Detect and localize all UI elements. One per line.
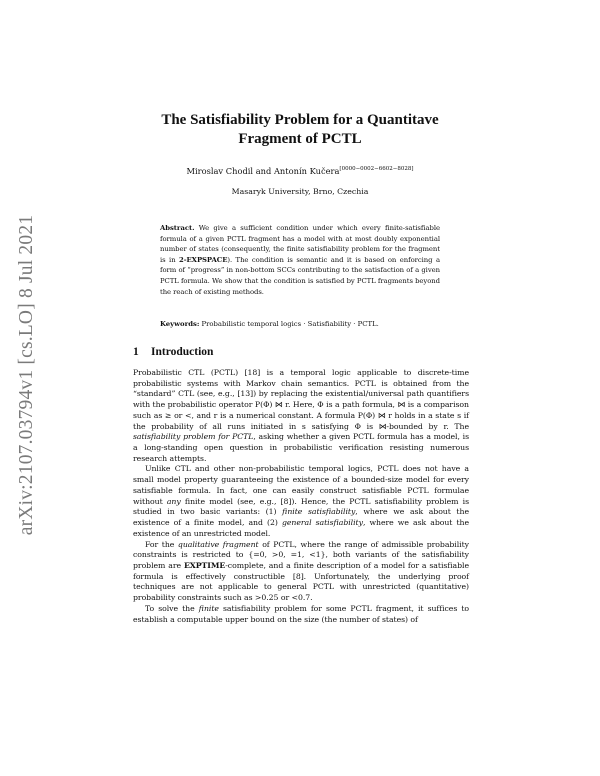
paragraph — [133, 604, 469, 625]
abstract-bold-term: 2-EXPSPACE — [179, 255, 228, 264]
text-run: , where we ask about the existence of a finite model, and (2) — [133, 507, 469, 528]
text-run: finite model (see, e.g., [8]). Hence, the PCTL satisfiability problem is studied in two basic variants: (1) — [133, 496, 469, 517]
text-run: , asking whether a given PCTL formula has a model, is a long-standing open question in probabilistic verification resisting numerous research attempts. — [133, 432, 469, 463]
affiliation: Masaryk University, Brno, Czechia — [231, 187, 369, 196]
text-run: -complete, and a finite description of a model for a satisfiable formula is effectively constructible [8]. Unfortunately, the underlying proof techniques are not applicable to general PCTL with unrestricted (quantitative) probability constraints such as >0.25 or <0.7. — [133, 560, 469, 603]
orcid-id: [0000−0002−6602−8028] — [339, 166, 414, 172]
authors — [140, 164, 460, 177]
paragraph — [133, 368, 469, 464]
bold-term: EXPTIME — [183, 560, 226, 570]
abstract-label: Abstract. — [160, 224, 195, 232]
keywords — [160, 319, 440, 330]
section-number: 1 — [133, 346, 139, 358]
title-line: Fragment of PCTL — [238, 131, 362, 147]
body-text — [133, 368, 469, 625]
emphasis: finite — [198, 603, 219, 613]
title-line: The Satisfiability Problem for a Quantitave — [161, 112, 439, 128]
paragraph — [133, 540, 469, 604]
paragraph — [133, 464, 469, 539]
abstract-text: We give a sufficient condition under which every finite-satisfiable formula of a given PCTL fragment has a model with at most doubly exponential number of states (consequently, the finite satisfiability problem for the fragment is in — [160, 224, 440, 264]
paper-title — [130, 111, 470, 149]
emphasis: satisfiability problem for PCTL — [133, 432, 254, 442]
author-names: Miroslav Chodil and Antonín Kučera — [186, 165, 340, 176]
emphasis: finite satisfiability — [282, 507, 356, 517]
text-run: Unlike CTL and other non-probabilistic temporal logics, PCTL does not have a small model property guaranteeing the existence of a bounded-size model for every satisfiable formula. In fact, one can easily construct satisfiable PCTL formulae without — [133, 464, 469, 506]
section-heading — [133, 346, 213, 358]
text-run: Probabilistic CTL (PCTL) [18] is a temporal logic applicable to discrete-time probabilistic systems with Markov chain semantics. PCTL is obtained from the “standard” CTL (see, e.g., [13]) by replacing the existential/universal path quantifiers with the probabilistic operator P(Φ) ⋈ r. Here, Φ is a path formula, ⋈ is a comparison such as ≥ or <, and r is a numerical constant. A formula P(Φ) ⋈ r holds in a state s if the probability of all runs initiated in s satisfying Φ is ⋈-bounded by r. The — [133, 368, 469, 431]
text-run: To solve the — [145, 603, 199, 613]
arxiv-identifier — [12, 205, 42, 545]
section-title: Introduction — [151, 346, 214, 358]
emphasis: qualitative fragment — [177, 539, 259, 549]
text-run: satisfiability problem for some PCTL fragment, it suffices to establish a computable upper bound on the size (the number of states) of — [133, 603, 469, 624]
text-run: of PCTL, where the range of admissible probability constraints is restricted to {=0, >0, =1, <1}, both variants of the satisfiability problem are — [133, 539, 469, 570]
abstract-text: ). The condition is semantic and it is based on enforcing a form of “progress” in non-bottom SCCs contributing to the satisfaction of a given PCTL formula. We show that the condition is satisfied by PCTL fragments beyond the reach of existing methods. — [160, 255, 440, 296]
arxiv-identifier-text: arXiv:2107.03794v1 [cs.LO] 8 Jul 2021 — [16, 214, 38, 536]
keywords-label: Keywords: — [160, 320, 200, 328]
text-run: , where we ask about the existence of an unrestricted model. — [133, 518, 469, 538]
keywords-text: Probabilistic temporal logics · Satisfiability · PCTL. — [201, 320, 379, 328]
emphasis: general satisfiability — [281, 518, 363, 528]
abstract — [160, 223, 440, 297]
text-run: For the — [145, 539, 178, 549]
emphasis: any — [166, 496, 181, 506]
